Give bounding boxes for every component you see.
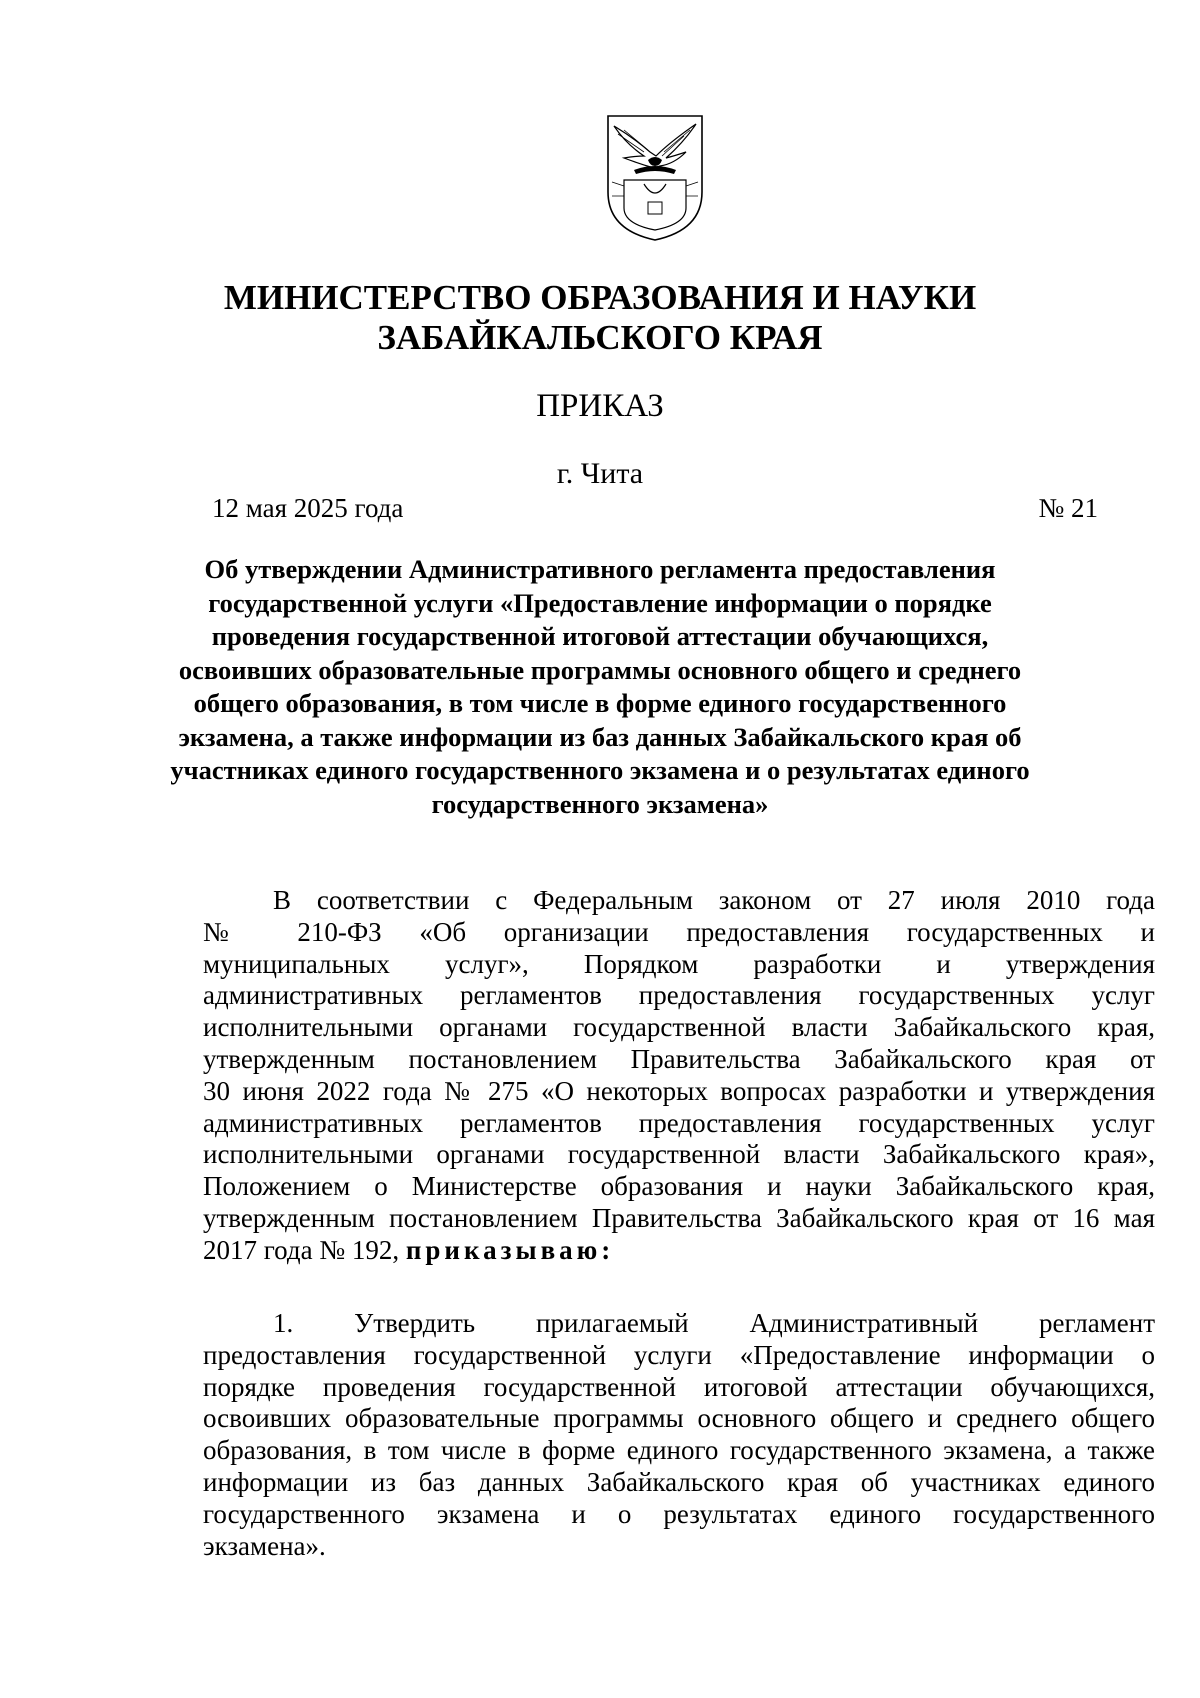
subject-line: освоивших образовательные программы основного общего и среднего (178, 654, 1022, 685)
item-1-line: образования, в том числе в форме единого государственного экзамена, а также (203, 1435, 1155, 1466)
ministry-name-line2: ЗАБАЙКАЛЬСКОГО КРАЯ (377, 318, 823, 357)
ministry-name (200, 278, 1000, 358)
subject-line: проведения государственной итоговой аттестации обучающихся, (211, 621, 989, 651)
preamble-paragraph (203, 885, 1155, 1267)
ministry-name-line1: МИНИСТЕРСТВО ОБРАЗОВАНИЯ И НАУКИ (223, 278, 977, 317)
document-type: ПРИКАЗ (536, 388, 664, 424)
item-1-line: предоставления государственной услуги «Предоставление информации о (203, 1339, 1155, 1370)
order-date: 12 мая 2025 года (212, 493, 404, 523)
item-1-line: 1. Утвердить прилагаемый Административный регламент (273, 1308, 1155, 1338)
preamble-line: исполнительными органами государственной власти Забайкальского края, (203, 1012, 1155, 1043)
subject-line: государственного экзамена» (431, 788, 769, 819)
preamble-line: утвержденным постановлением Правительства Забайкальского края от 16 мая (203, 1202, 1155, 1233)
preamble-line: административных регламентов предоставления государственных услуг (203, 980, 1155, 1011)
preamble-last-line-text: 2017 года № 192, (203, 1234, 400, 1265)
coat-of-arms-emblem (604, 112, 706, 242)
preamble-line: исполнительными органами государственной власти Забайкальского края», (203, 1139, 1155, 1170)
subject-line: экзамена, а также информации из баз данных Забайкальского края об (178, 721, 1022, 752)
preamble-last-line (203, 1235, 1155, 1267)
preamble-line: Положением о Министерстве образования и науки Забайкальского края, (203, 1171, 1155, 1202)
preamble-line: административных регламентов предоставления государственных услуг (203, 1107, 1155, 1138)
preamble-line: муниципальных услуг», Порядком разработки и утверждения (203, 948, 1155, 979)
preamble-line: утвержденным постановлением Правительства Забайкальского края от (203, 1043, 1155, 1074)
city: г. Чита (556, 457, 644, 490)
subject-line: государственной услуги «Предоставление информации о порядке (208, 587, 992, 618)
item-1-line: экзамена». (203, 1530, 326, 1561)
subject-line: участниках единого государственного экзамена и о результатах единого (170, 755, 1030, 785)
preamble-line: 30 июня 2022 года № 275 «О некоторых вопросах разработки и утверждения (203, 1075, 1155, 1106)
subject-line: общего образования, в том числе в форме единого государственного (193, 688, 1007, 718)
item-1-line: информации из баз данных Забайкальского края об участниках единого (203, 1466, 1155, 1497)
order-subject (160, 553, 1040, 821)
orders-word: приказываю: (405, 1234, 615, 1265)
preamble-line: В соответствии с Федеральным законом от 27 июля 2010 года (273, 885, 1155, 915)
order-number: № 21 (1038, 493, 1098, 523)
item-1-line: порядке проведения государственной итоговой аттестации обучающихся, (203, 1371, 1155, 1402)
preamble-line: № 210-ФЗ «Об организации предоставления государственных и (203, 916, 1155, 947)
item-1-line: освоивших образовательные программы основного общего и среднего общего (203, 1403, 1155, 1434)
subject-line: Об утверждении Административного регламента предоставления (204, 554, 996, 584)
item-1-paragraph (203, 1308, 1155, 1562)
item-1-line: государственного экзамена и о результатах единого государственного (203, 1498, 1155, 1529)
